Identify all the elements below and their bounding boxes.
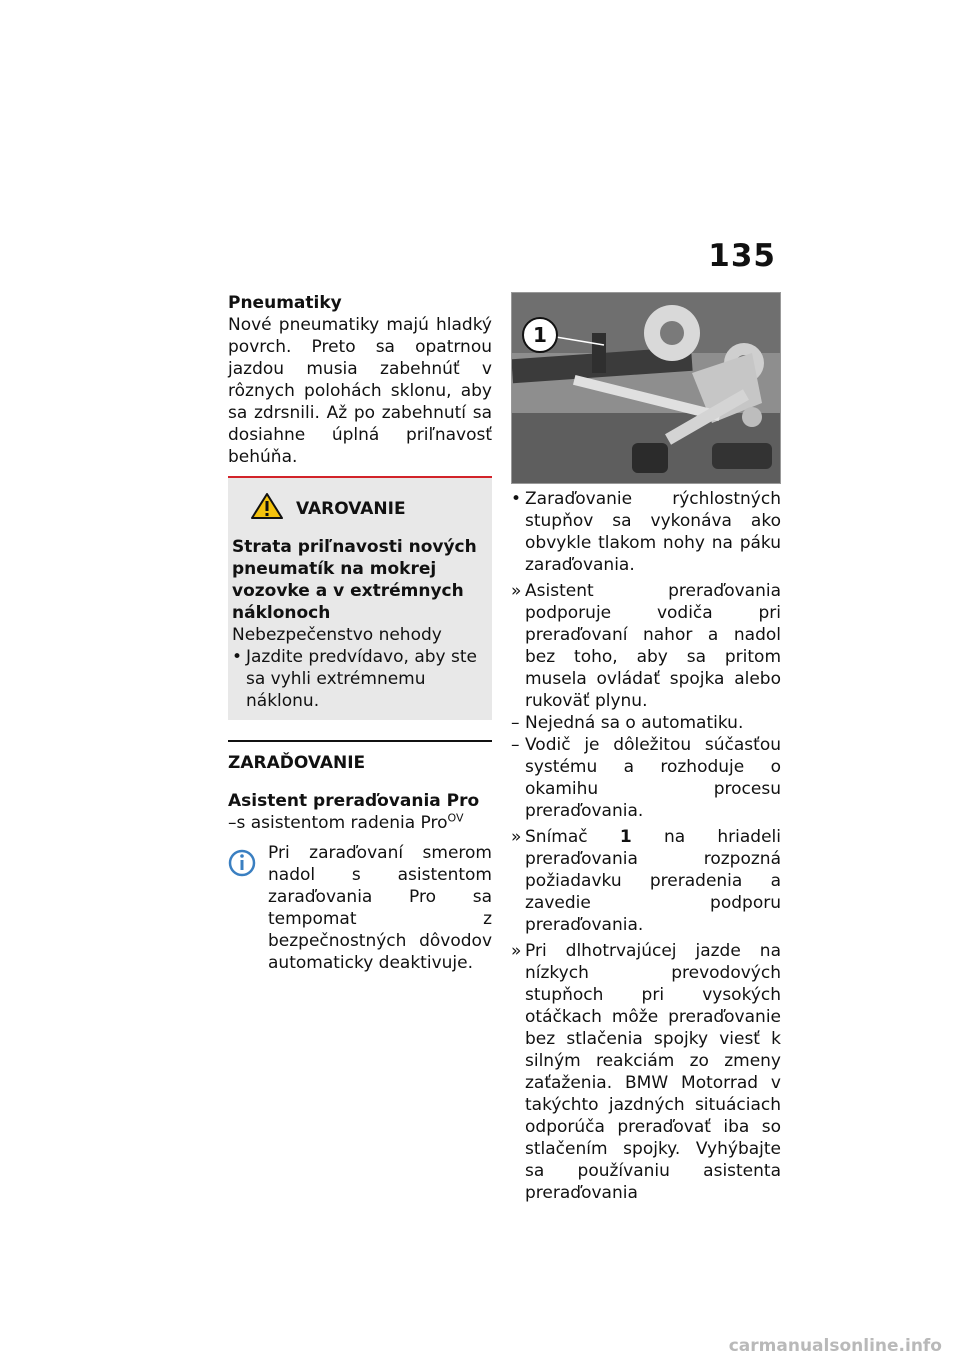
warning-box — [228, 478, 492, 720]
warning-instruction-item — [228, 646, 492, 712]
list-item — [511, 826, 781, 936]
page-number: 135 — [708, 238, 776, 274]
option-text: –s asistentom radenia Pro — [228, 813, 448, 833]
section-rule — [228, 740, 492, 742]
watermark: carmanualsonline.info — [728, 1336, 942, 1356]
info-note — [228, 842, 492, 974]
warning-instruction: Jazdite predvídavo, aby ste sa vyhli extrémnemu náklonu. — [246, 647, 477, 711]
option-line — [228, 812, 492, 834]
figure-callout-1: 1 — [533, 323, 547, 347]
list-item-text — [525, 826, 781, 936]
list-marker: • — [511, 489, 522, 509]
list-item — [511, 734, 781, 822]
list-item — [511, 488, 781, 576]
right-items-list — [511, 488, 781, 1204]
list-marker: » — [511, 827, 522, 847]
warning-danger: Nebezpečenstvo nehody — [232, 625, 442, 645]
section-title: ZARAĎOVANIE — [228, 753, 366, 773]
bullet-marker: • — [232, 647, 243, 667]
list-marker: » — [511, 581, 522, 601]
tires-heading: Pneumatiky — [228, 293, 342, 313]
section-subtitle: Asistent preraďovania Pro — [228, 791, 480, 811]
list-item — [511, 712, 781, 734]
list-item-text: Vodič je dôležitou súčasťou systému a rozhoduje o okamihu procesu preraďovania. — [525, 735, 781, 821]
list-marker: » — [511, 941, 522, 961]
tires-text: Nové pneumatiky majú hladký povrch. Preto sa opatrnou jazdou musia zabehnúť v rôznych polohách sklonu, aby sa zdrsnili. Až po zabehnutí sa dosiahne úplná priľnavosť behúňa. — [228, 315, 492, 467]
sensor-text-after: na hriadeli preraďovania rozpozná požiadavku preradenia a zavedie podporu preraďovania. — [525, 827, 781, 935]
list-item — [511, 940, 781, 1204]
list-item-text: Zaraďovanie rýchlostných stupňov sa vykonáva ako obvykle tlakom nohy na páku zaraďovania. — [525, 489, 781, 575]
info-text: Pri zaraďovaní smerom nadol s asistentom zaraďovania Pro sa tempomat z bezpečnostných dôvodov automaticky deaktivuje. — [268, 843, 492, 973]
list-marker: – — [511, 735, 520, 755]
warning-header — [228, 492, 492, 526]
list-marker: – — [511, 713, 520, 733]
warning-bold-text: Strata priľnavosti nových pneumatík na mokrej vozovke a v extrémnych náklonoch — [232, 537, 477, 623]
warning-title: VAROVANIE — [296, 499, 406, 519]
sensor-callout-ref: 1 — [619, 827, 632, 847]
list-item-text: Asistent preraďovania podporuje vodiča pri preraďovaní nahor a nadol bez toho, aby sa pritom musela ovládať spojka alebo rukoväť plynu. — [525, 581, 781, 711]
sensor-text-before: Snímač — [525, 827, 620, 847]
option-superscript: OV — [447, 811, 464, 825]
list-item-text: Pri dlhotrvajúcej jazde na nízkych prevodových stupňoch pri vysokých otáčkach môže preraďovanie bez stlačenia spojky viesť k silným reakciám zo zmeny zaťaženia. BMW Motorrad v takýchto jazdných situáciach odporúča preraďovať iba so stlačením spojky. Vyhýbajte sa používaniu asistenta preraďovania — [525, 941, 781, 1203]
info-icon — [228, 842, 268, 974]
shift-lever-photo — [511, 292, 781, 484]
list-item-text: Nejedná sa o automatiku. — [525, 713, 744, 733]
left-column — [228, 292, 492, 974]
list-item — [511, 580, 781, 712]
warning-triangle-icon — [250, 492, 284, 526]
right-column — [511, 292, 781, 1204]
